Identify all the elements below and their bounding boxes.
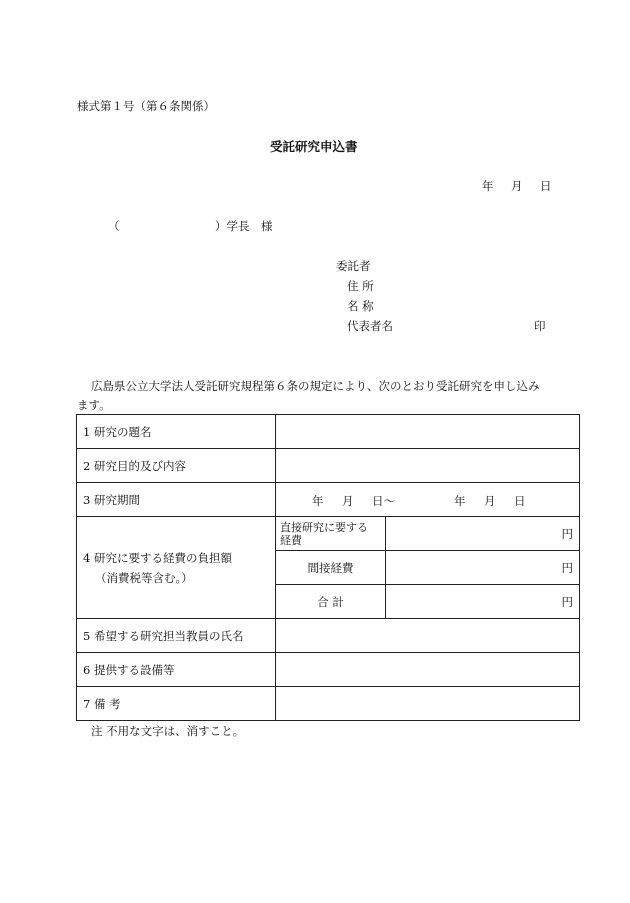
- table-row: [77, 687, 580, 721]
- period-start-month: 月: [342, 494, 354, 508]
- document-title: 受託研究申込書: [270, 139, 358, 154]
- cost-direct-label: [276, 517, 386, 551]
- table-row: [77, 415, 580, 449]
- application-table: [76, 414, 580, 721]
- applicant-heading: 委託者: [336, 259, 371, 273]
- yen-unit: 円: [561, 594, 573, 609]
- addressee-close-paren: ）学長: [215, 219, 250, 233]
- cost-total-field[interactable]: [386, 585, 580, 619]
- table-row: [77, 449, 580, 483]
- cost-label: [77, 517, 276, 619]
- cost-label-line1: 4 研究に要する経費の負担額: [83, 550, 232, 565]
- cost-indirect-field[interactable]: [386, 551, 580, 585]
- table-row: [77, 517, 580, 551]
- cost-total-label: 合 計: [276, 585, 386, 619]
- cost-label-line2: （消費税等含む。）: [95, 570, 193, 585]
- table-row: [77, 483, 580, 517]
- remarks-label: 7 備 考: [77, 687, 276, 721]
- equipment-label: 6 提供する設備等: [77, 653, 276, 687]
- cost-indirect-label: 間接経費: [276, 551, 386, 585]
- intro-line2: ます。: [77, 398, 111, 412]
- table-row: [77, 653, 580, 687]
- representative-label: 代表者名: [347, 319, 393, 333]
- cost-direct-field[interactable]: [386, 517, 580, 551]
- period-start-day: 日〜: [372, 494, 395, 508]
- date-year: 年: [482, 179, 494, 193]
- addressee-open-paren: （: [108, 219, 120, 233]
- addressee-honorific: 様: [261, 219, 273, 233]
- table-row: [77, 619, 580, 653]
- faculty-name-field[interactable]: [276, 619, 580, 653]
- form-number: 様式第１号（第６条関係）: [77, 99, 215, 113]
- period-end-month: 月: [484, 494, 496, 508]
- yen-unit: 円: [561, 560, 573, 575]
- yen-unit: 円: [561, 526, 573, 541]
- footnote: 注 不用な文字は、消すこと。: [91, 724, 245, 738]
- period-end-year: 年: [454, 494, 466, 508]
- faculty-name-label: 5 希望する研究担当教員の氏名: [77, 619, 276, 653]
- cost-direct-line2: 経費: [280, 533, 302, 547]
- seal-mark: 印: [534, 319, 546, 333]
- research-period-label: 3 研究期間: [77, 483, 276, 517]
- research-purpose-label: 2 研究目的及び内容: [77, 449, 276, 483]
- name-label: 名 称: [347, 299, 374, 313]
- cost-direct-line1: 直接研究に要する: [280, 520, 368, 534]
- research-title-field[interactable]: [276, 415, 580, 449]
- research-period-field[interactable]: [276, 483, 580, 517]
- remarks-field[interactable]: [276, 687, 580, 721]
- date-month: 月: [511, 179, 523, 193]
- address-label: 住 所: [347, 279, 374, 293]
- research-title-label: 1 研究の題名: [77, 415, 276, 449]
- period-end-day: 日: [514, 494, 526, 508]
- period-start-year: 年: [312, 494, 324, 508]
- research-purpose-field[interactable]: [276, 449, 580, 483]
- intro-line1: 広島県公立大学法人受託研究規程第６条の規定により、次のとおり受託研究を申し込み: [91, 379, 540, 393]
- equipment-field[interactable]: [276, 653, 580, 687]
- date-day: 日: [540, 179, 552, 193]
